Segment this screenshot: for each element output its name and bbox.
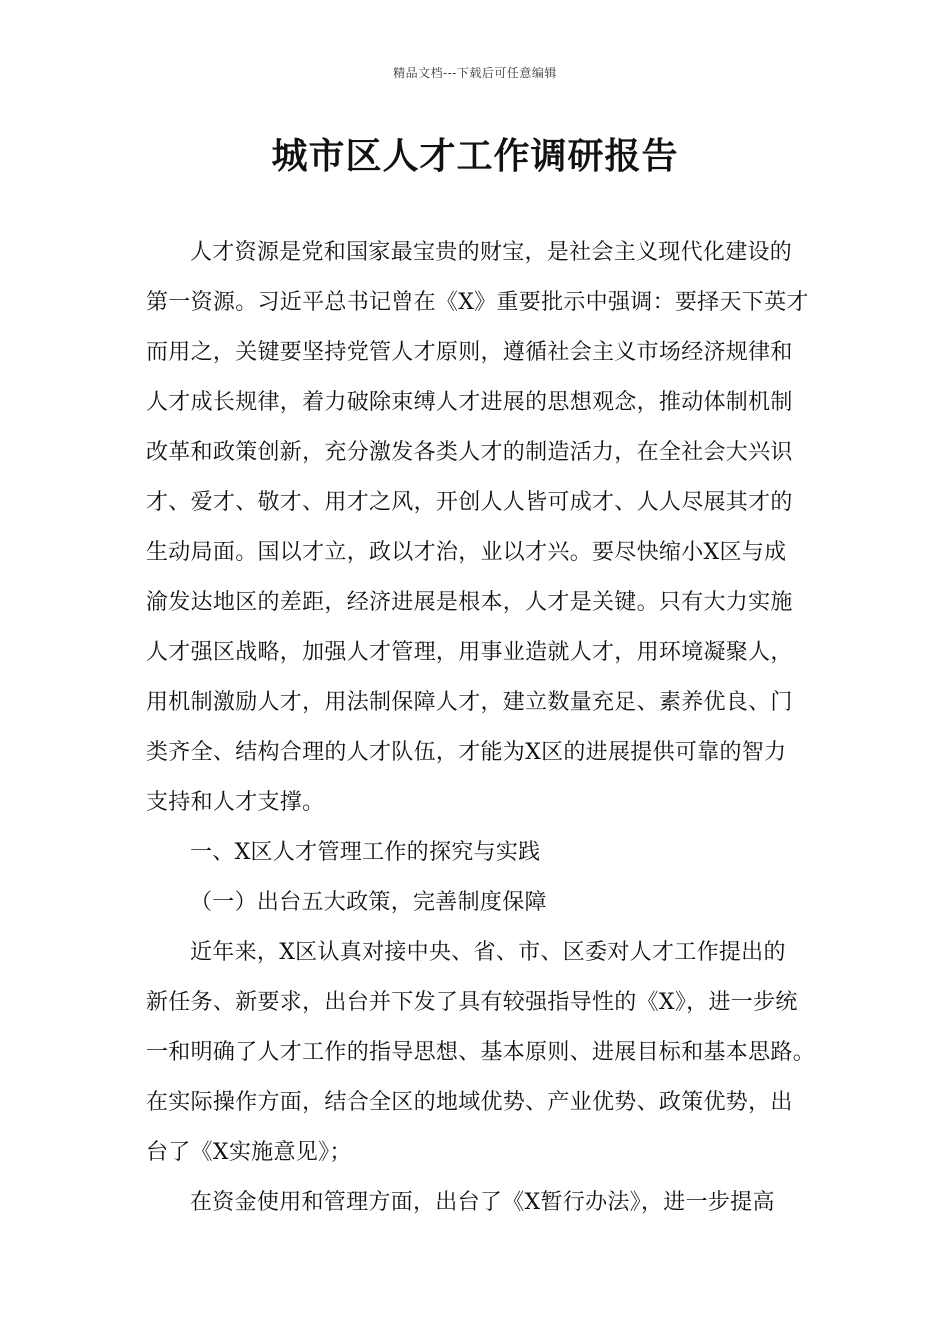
paragraph-line: 近年来，X区认真对接中央、省、市、区委对人才工作提出的 [190,940,786,965]
header-note: 精品文档---下载后可任意编辑 [393,66,557,80]
subsection-heading: （一）出台五大政策，完善制度保障 [190,890,547,915]
paragraph-line: 一和明确了人才工作的指导思想、基本原则、进展目标和基本思路。 [146,1040,816,1065]
paragraph-line: 用机制激励人才，用法制保障人才，建立数量充足、素养优良、门 [146,690,793,715]
document-title: 城市区人才工作调研报告 [271,136,679,177]
paragraph-line: 生动局面。国以才立，政以才治，业以才兴。要尽快缩小X区与成 [146,540,787,565]
paragraph-line: 人才强区战略，加强人才管理，用事业造就人才，用环境凝聚人， [146,640,793,665]
paragraph-line: 人才资源是党和国家最宝贵的财宝，是社会主义现代化建设的 [190,240,793,265]
paragraph-line: 台了《X实施意见》； [146,1140,352,1165]
paragraph-line: 类齐全、结构合理的人才队伍，才能为X区的进展提供可靠的智力 [146,740,787,765]
paragraph-line: 改革和政策创新，充分激发各类人才的制造活力，在全社会大兴识 [146,440,793,465]
paragraph-line: 而用之，关键要坚持党管人才原则，遵循社会主义市场经济规律和 [146,340,793,365]
paragraph-line: 新任务、新要求，出台并下发了具有较强指导性的《X》，进一步统 [146,990,798,1015]
paragraph-line: 在实际操作方面，结合全区的地域优势、产业优势、政策优势，出 [146,1090,793,1115]
paragraph-line: 渝发达地区的差距，经济进展是根本，人才是关键。只有大力实施 [146,590,793,615]
paragraph-line: 支持和人才支撑。 [146,790,325,815]
section-heading: 一、X区人才管理工作的探究与实践 [190,840,541,865]
paragraph-line: 才、爱才、敬才、用才之风，开创人人皆可成才、人人尽展其才的 [146,490,793,515]
paragraph-line: 在资金使用和管理方面，出台了《X暂行办法》，进一步提高 [190,1190,775,1215]
paragraph-line: 人才成长规律，着力破除束缚人才进展的思想观念，推动体制机制 [146,390,793,415]
document-body [146,228,816,1228]
paragraph-line: 第一资源。习近平总书记曾在《X》重要批示中强调：要择天下英才 [146,290,809,315]
